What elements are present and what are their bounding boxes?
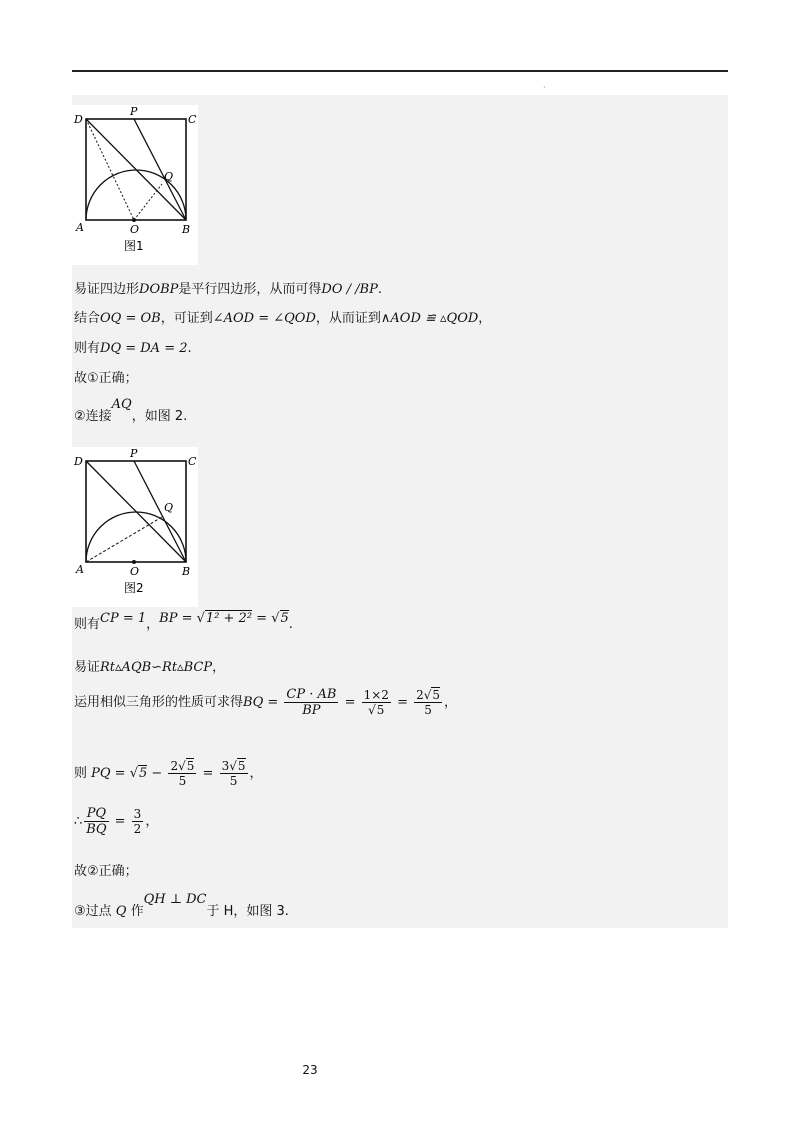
label-p: P xyxy=(130,105,138,118)
label-c: C xyxy=(188,113,197,126)
label-a: A xyxy=(76,221,84,234)
point-o xyxy=(132,218,136,222)
line-5: ②连接AQ，如图 2. xyxy=(74,397,188,424)
label-q-2: Q xyxy=(164,501,174,514)
line-11: 故②正确； xyxy=(74,864,138,879)
line-1: 易证四边形DOBP是平行四边形，从而可得DO / /BP. xyxy=(74,282,382,297)
figure-1 xyxy=(72,105,198,265)
figure-1-diagram xyxy=(72,105,198,265)
point-o-2 xyxy=(132,560,136,564)
label-b: B xyxy=(182,223,191,236)
line-p-b xyxy=(134,119,186,220)
line-2: 结合OQ = OB，可证到∠AOD = ∠QOD，从而证到∧AOD ≌ ▵QOD， xyxy=(74,311,492,326)
label-q: Q xyxy=(164,170,174,183)
line-10: ∴ $\frac{PQ}{BQ}$ = $\frac{3}{2}$ ， xyxy=(74,806,159,837)
line-3: 则有DQ = DA = 2. xyxy=(74,341,192,356)
figure-1-caption: 图1 xyxy=(124,239,144,253)
header-rule xyxy=(72,70,728,72)
figure-2-diagram xyxy=(72,447,198,607)
label-c-2: C xyxy=(188,455,197,468)
label-b-2: B xyxy=(182,565,191,578)
label-p-2: P xyxy=(130,447,138,460)
page-number: 23 xyxy=(302,1063,318,1077)
line-p-b-2 xyxy=(134,461,186,562)
dashed-d-o xyxy=(86,119,134,220)
header-dot: · xyxy=(543,83,546,92)
label-d: D xyxy=(74,113,83,126)
line-12: ③过点 Q 作QH ⊥ DC于 H，如图 3. xyxy=(74,892,289,919)
label-d-2: D xyxy=(74,455,83,468)
line-7: 易证Rt▵AQB∽Rt▵BCP， xyxy=(74,660,226,675)
dashed-a-q xyxy=(86,517,162,562)
figure-2 xyxy=(72,447,198,607)
label-o: O xyxy=(130,223,140,236)
label-o-2: O xyxy=(130,565,140,578)
line-4: 故①正确； xyxy=(74,371,138,386)
line-8: 运用相似三角形的性质可求得BQ = $\frac{CP \cdot AB}{BP}$ = $\frac{1\times 2}{√5}$ = $\frac{2√5}{5}$ ， xyxy=(74,687,458,718)
solution-content xyxy=(72,95,728,928)
label-a-2: A xyxy=(76,563,84,576)
line-9: 则 PQ = √5 − $\frac{2√5}{5}$ = $\frac{3√5}{5}$ ， xyxy=(74,759,263,788)
line-6: 则有CP = 1，BP = √1² + 2² = √5. xyxy=(74,611,293,632)
dashed-o-q xyxy=(134,184,162,220)
figure-2-caption: 图2 xyxy=(124,581,144,595)
